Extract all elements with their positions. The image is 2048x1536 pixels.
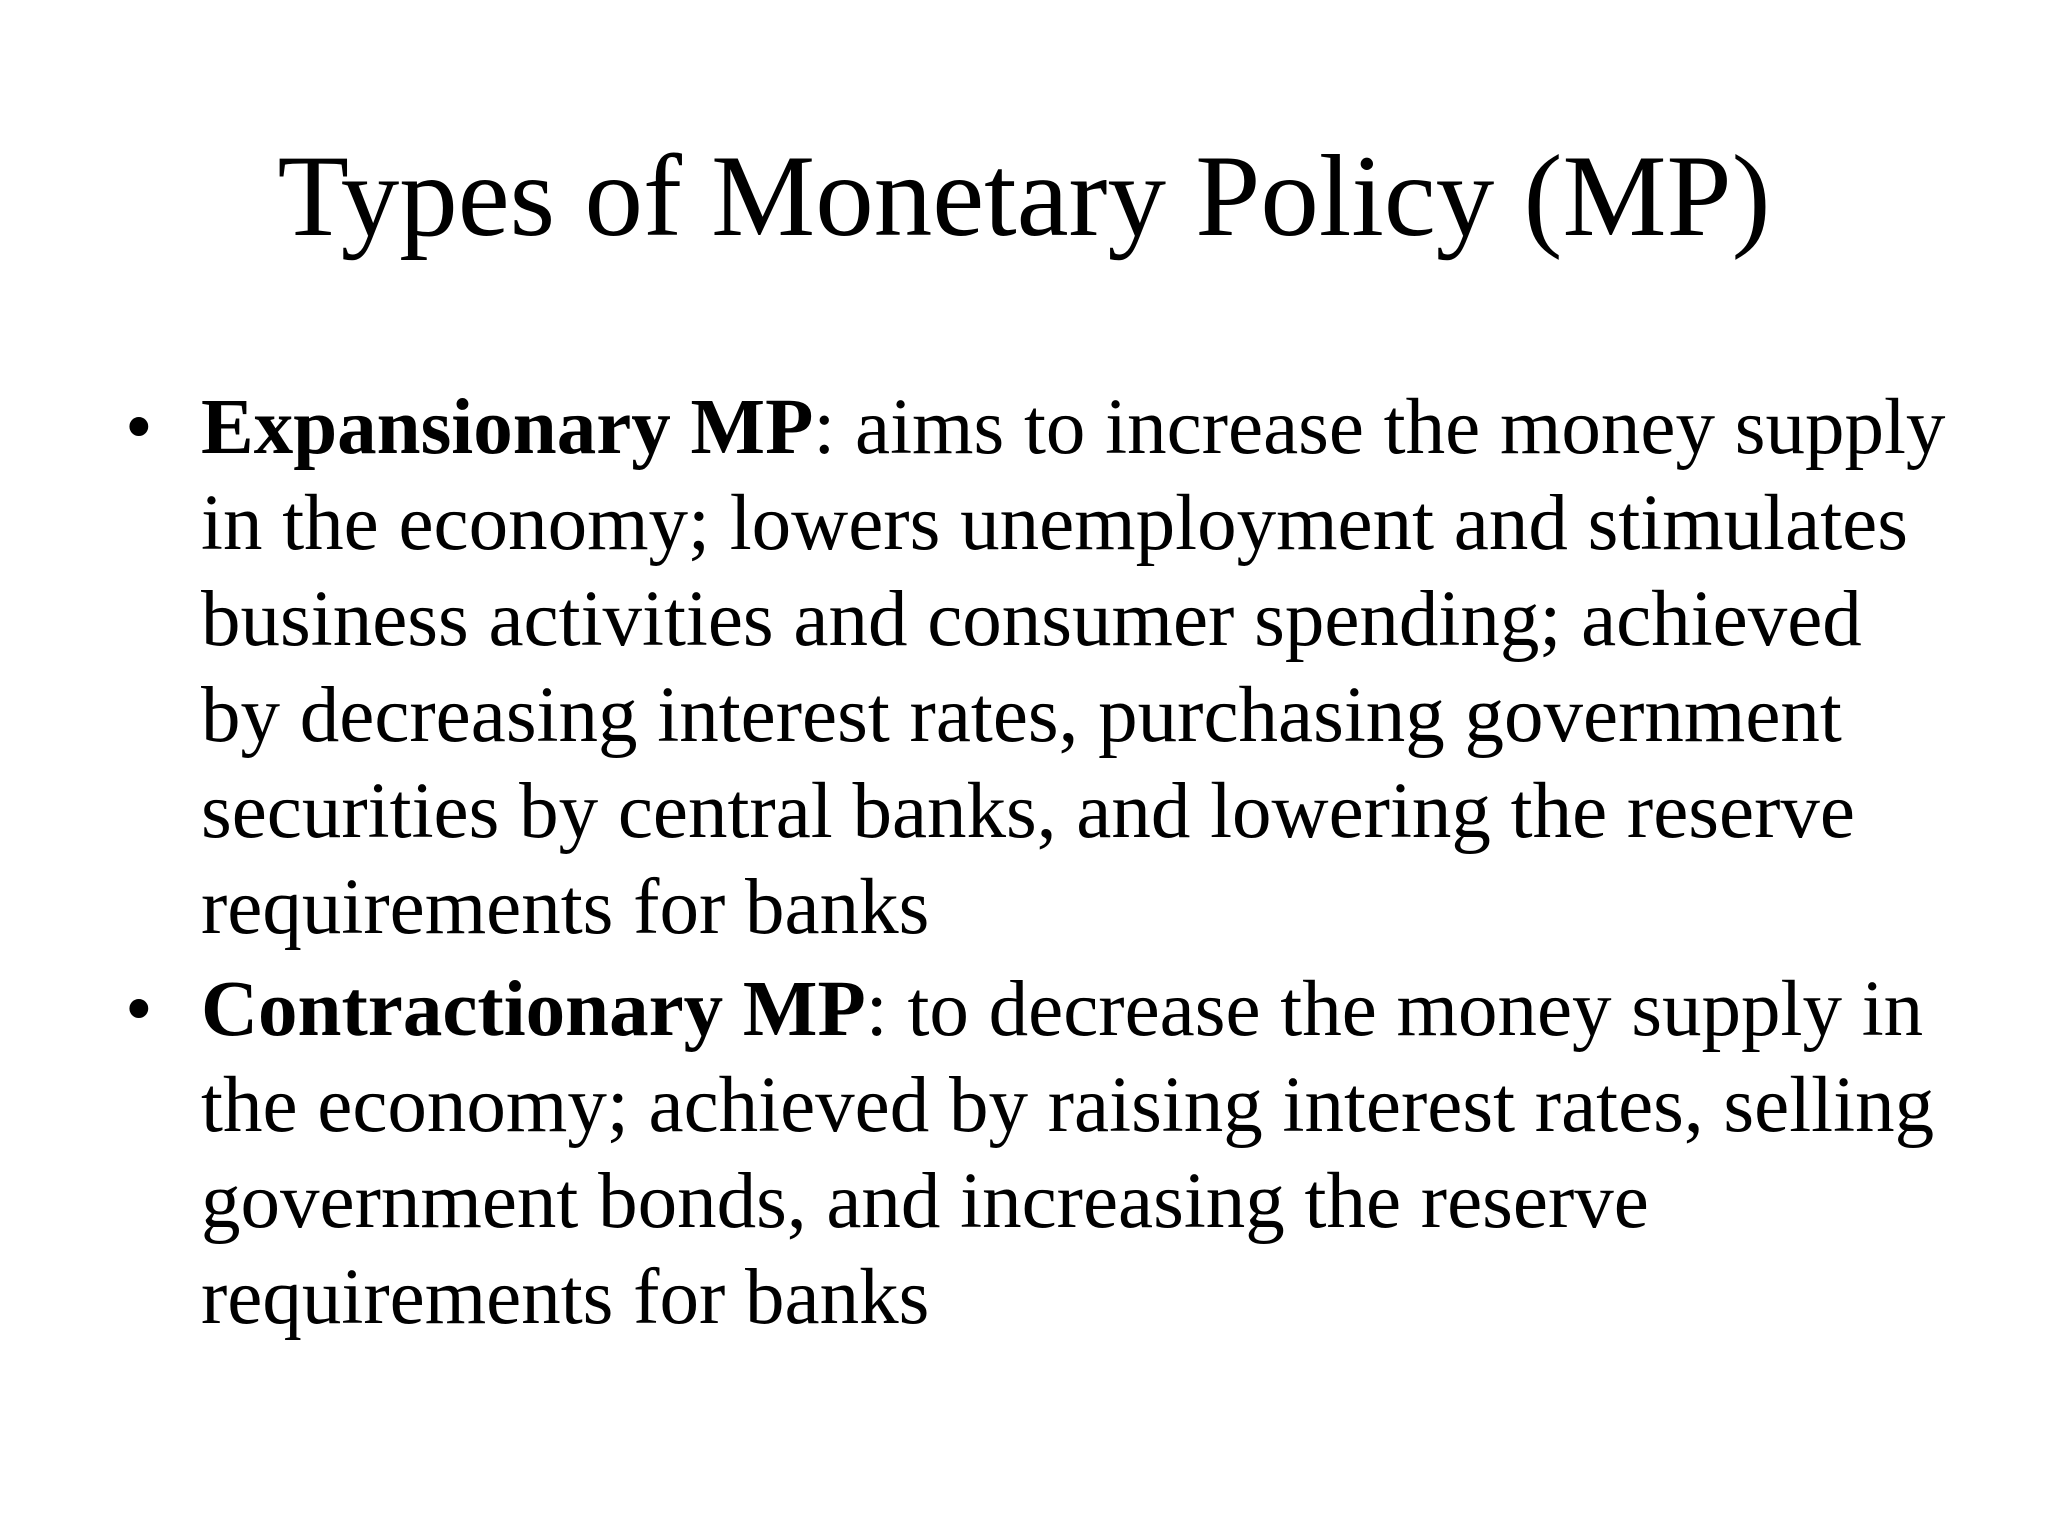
bullet-marker: • bbox=[125, 966, 153, 1053]
bullet-term: Contractionary MP bbox=[201, 966, 866, 1053]
slide-title: Types of Monetary Policy (MP) bbox=[277, 132, 1771, 261]
bullet-list bbox=[125, 380, 1955, 1352]
bullet-description: : aims to increase the money supply in the economy; lowers unemployment and stimulates business activities and consumer spending; achieved by decreasing interest rates, purchasing government securities by central banks, and lowering the reserve requirements for banks bbox=[201, 384, 1946, 951]
bullet-description: : to decrease the money supply in the economy; achieved by raising interest rates, selling government bonds, and increasing the reserve requirements for banks bbox=[201, 966, 1935, 1341]
bullet-expansionary bbox=[125, 380, 1955, 956]
bullet-contractionary bbox=[125, 962, 1955, 1346]
bullet-term: Expansionary MP bbox=[201, 384, 814, 471]
bullet-marker: • bbox=[125, 384, 153, 471]
